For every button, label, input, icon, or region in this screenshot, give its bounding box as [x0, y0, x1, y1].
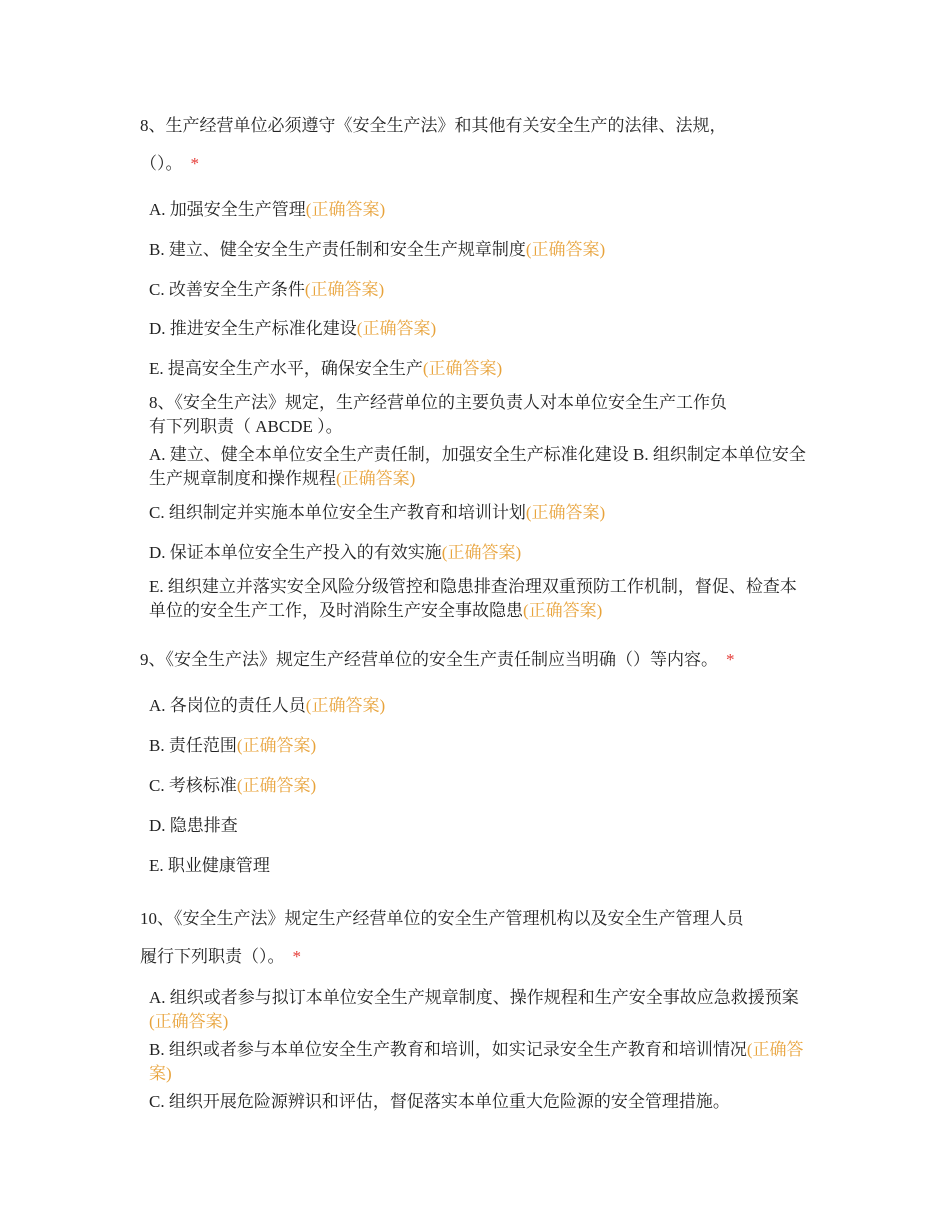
correct-answer-tag: (正确答案) — [236, 776, 317, 795]
question-8a-line1: 8、生产经营单位必须遵守《安全生产法》和其他有关安全生产的法律、法规， — [140, 116, 727, 135]
question-10-text — [140, 907, 744, 931]
option-text: A. 加强安全生产管理 — [149, 200, 306, 219]
option-8b-c — [149, 501, 605, 525]
correct-answer-tag: (正确答案) — [305, 696, 386, 715]
option-9-c — [149, 774, 316, 798]
question-10-line2: 履行下列职责（）。 — [140, 947, 285, 966]
correct-answer-tag: (正确答案) — [441, 543, 522, 562]
option-10-a — [149, 986, 809, 1034]
correct-answer-tag: (正确答案) — [304, 280, 385, 299]
option-text: A. 组织或者参与拟订本单位安全生产规章制度、操作规程和生产安全事故应急救援预案 — [149, 988, 799, 1007]
option-9-b — [149, 734, 316, 758]
correct-answer-tag: (正确答案) — [525, 240, 606, 259]
option-text: D. 保证本单位安全生产投入的有效实施 — [149, 543, 442, 562]
correct-answer-tag: (正确答案) — [236, 736, 317, 755]
option-text: C. 改善安全生产条件 — [149, 280, 305, 299]
question-8b-text — [149, 391, 809, 439]
option-10-c — [149, 1090, 809, 1114]
question-10-line1: 10、《安全生产法》规定生产经营单位的安全生产管理机构以及安全生产管理人员 — [140, 909, 744, 928]
required-marker: * — [190, 154, 199, 173]
correct-answer-tag: (正确答案) — [149, 1012, 229, 1031]
correct-answer-tag: (正确答案) — [149, 1040, 804, 1083]
required-marker: * — [726, 650, 735, 669]
question-8a-text-cont — [140, 152, 199, 176]
required-marker: * — [292, 947, 301, 966]
option-8b-e — [149, 575, 809, 623]
correct-answer-tag: (正确答案) — [356, 319, 437, 338]
option-8a-e — [149, 357, 502, 381]
option-text: A. 各岗位的责任人员 — [149, 696, 306, 715]
option-text: A. 建立、健全本单位安全生产责任制，加强安全生产标准化建设 B. 组织制定本单位安全生产规章制度和操作规程 — [149, 445, 806, 488]
question-9-text — [140, 648, 735, 672]
option-8a-d — [149, 317, 436, 341]
option-text: C. 考核标准 — [149, 776, 237, 795]
option-text: E. 提高安全生产水平，确保安全生产 — [149, 359, 423, 378]
option-8b-ab — [149, 443, 809, 491]
question-8b-line2: 有下列职责（ ABCDE ）。 — [149, 417, 343, 436]
option-text: E. 职业健康管理 — [149, 856, 270, 875]
question-8b-line1: 8、《安全生产法》规定，生产经营单位的主要负责人对本单位安全生产工作负 — [149, 393, 727, 412]
question-9-line1: 9、《安全生产法》规定生产经营单位的安全生产责任制应当明确（）等内容。 — [140, 650, 718, 669]
option-9-a — [149, 694, 385, 718]
correct-answer-tag: (正确答案) — [305, 200, 386, 219]
option-text: B. 建立、健全安全生产责任制和安全生产规章制度 — [149, 240, 526, 259]
question-10-text-cont — [140, 945, 301, 969]
option-8b-d — [149, 541, 521, 565]
correct-answer-tag: (正确答案) — [336, 469, 416, 488]
option-8a-a — [149, 198, 385, 222]
option-8a-b — [149, 238, 605, 262]
option-text: C. 组织制定并实施本单位安全生产教育和培训计划 — [149, 503, 526, 522]
option-9-e — [149, 854, 270, 878]
question-8a-line2: （）。 — [140, 154, 183, 173]
option-text: D. 推进安全生产标准化建设 — [149, 319, 357, 338]
option-text: E. 组织建立并落实安全风险分级管控和隐患排查治理双重预防工作机制，督促、检查本单位的安全生产工作，及时消除生产安全事故隐患 — [149, 577, 797, 620]
option-text: B. 责任范围 — [149, 736, 237, 755]
question-8a-text — [140, 114, 727, 138]
correct-answer-tag: (正确答案) — [523, 601, 603, 620]
option-text: B. 组织或者参与本单位安全生产教育和培训，如实记录安全生产教育和培训情况 — [149, 1040, 747, 1059]
option-text: C. 组织开展危险源辨识和评估，督促落实本单位重大危险源的安全管理措施。 — [149, 1092, 730, 1111]
option-8a-c — [149, 278, 384, 302]
option-9-d — [149, 814, 238, 838]
option-text: D. 隐患排查 — [149, 816, 238, 835]
correct-answer-tag: (正确答案) — [525, 503, 606, 522]
option-10-b — [149, 1038, 809, 1086]
correct-answer-tag: (正确答案) — [422, 359, 503, 378]
